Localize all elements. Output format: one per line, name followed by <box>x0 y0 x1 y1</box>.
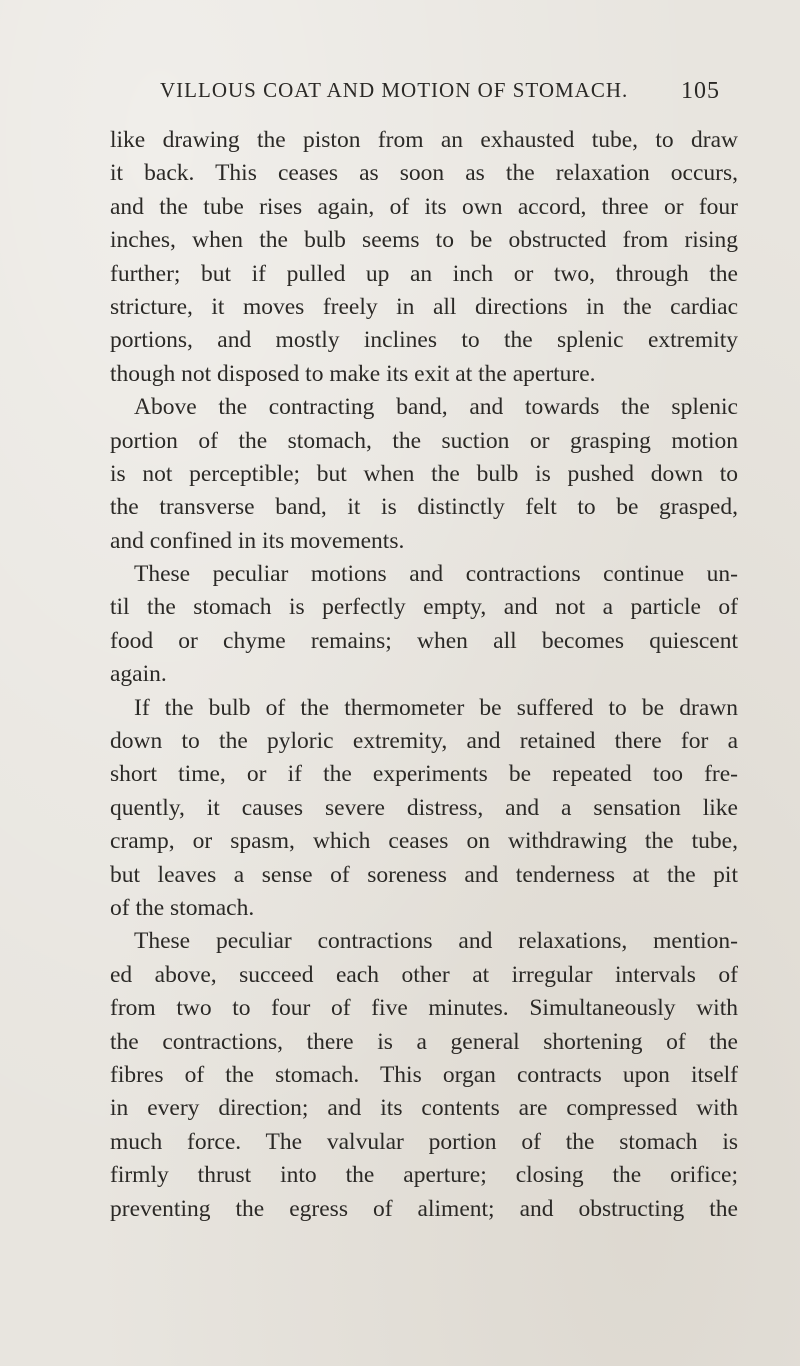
page-number: 105 <box>681 78 720 104</box>
text-line: preventing the egress of aliment; and obstructing the <box>110 1195 738 1222</box>
text-line: portions, and mostly inclines to the splenic extremity <box>110 327 738 354</box>
text-line: down to the pyloric extremity, and retained there for a <box>110 728 738 755</box>
text-line: but leaves a sense of soreness and tenderness at the pit <box>110 861 738 888</box>
text-line: fibres of the stomach. This organ contracts upon itself <box>110 1061 738 1088</box>
text-line: it back. This ceases as soon as the relaxation occurs, <box>110 160 738 187</box>
text-line: firmly thrust into the aperture; closing the orifice; <box>110 1162 738 1189</box>
text-line: til the stomach is perfectly empty, and not a particle of <box>110 594 738 621</box>
text-line: the contractions, there is a general shortening of the <box>110 1028 738 1055</box>
text-line: and confined in its movements. <box>110 527 405 554</box>
text-line: the transverse band, it is distinctly felt to be grasped, <box>110 494 738 521</box>
text-line: These peculiar contractions and relaxations, mention- <box>134 928 738 955</box>
running-title: VILLOUS COAT AND MOTION OF STOMACH. <box>160 78 629 102</box>
body-text <box>110 124 738 1226</box>
text-line: much force. The valvular portion of the stomach is <box>110 1128 738 1155</box>
text-line: further; but if pulled up an inch or two, through the <box>110 260 738 287</box>
text-line: stricture, it moves freely in all directions in the cardiac <box>110 293 738 320</box>
text-line: ed above, succeed each other at irregular intervals of <box>110 961 738 988</box>
text-line: quently, it causes severe distress, and a sensation like <box>110 794 738 821</box>
text-line: cramp, or spasm, which ceases on withdrawing the tube, <box>110 828 738 855</box>
text-line: and the tube rises again, of its own accord, three or four <box>110 193 738 220</box>
text-line: again. <box>110 661 167 688</box>
text-line: like drawing the piston from an exhausted tube, to draw <box>110 127 738 153</box>
text-line: Above the contracting band, and towards the splenic <box>134 394 738 421</box>
text-line: of the stomach. <box>110 894 255 921</box>
text-line: If the bulb of the thermometer be suffered to be drawn <box>134 694 738 721</box>
text-line: from two to four of five minutes. Simultaneously with <box>110 995 738 1022</box>
text-line: is not perceptible; but when the bulb is pushed down to <box>110 460 738 487</box>
text-line: inches, when the bulb seems to be obstructed from rising <box>110 227 738 254</box>
text-line: though not disposed to make its exit at the aperture. <box>110 360 596 387</box>
text-line: These peculiar motions and contractions continue un- <box>134 561 738 588</box>
text-line: food or chyme remains; when all becomes quiescent <box>110 627 738 654</box>
running-head <box>160 78 720 108</box>
text-line: short time, or if the experiments be repeated too fre- <box>110 761 738 788</box>
text-line: portion of the stomach, the suction or grasping motion <box>110 427 738 454</box>
text-line: in every direction; and its contents are compressed with <box>110 1095 738 1122</box>
